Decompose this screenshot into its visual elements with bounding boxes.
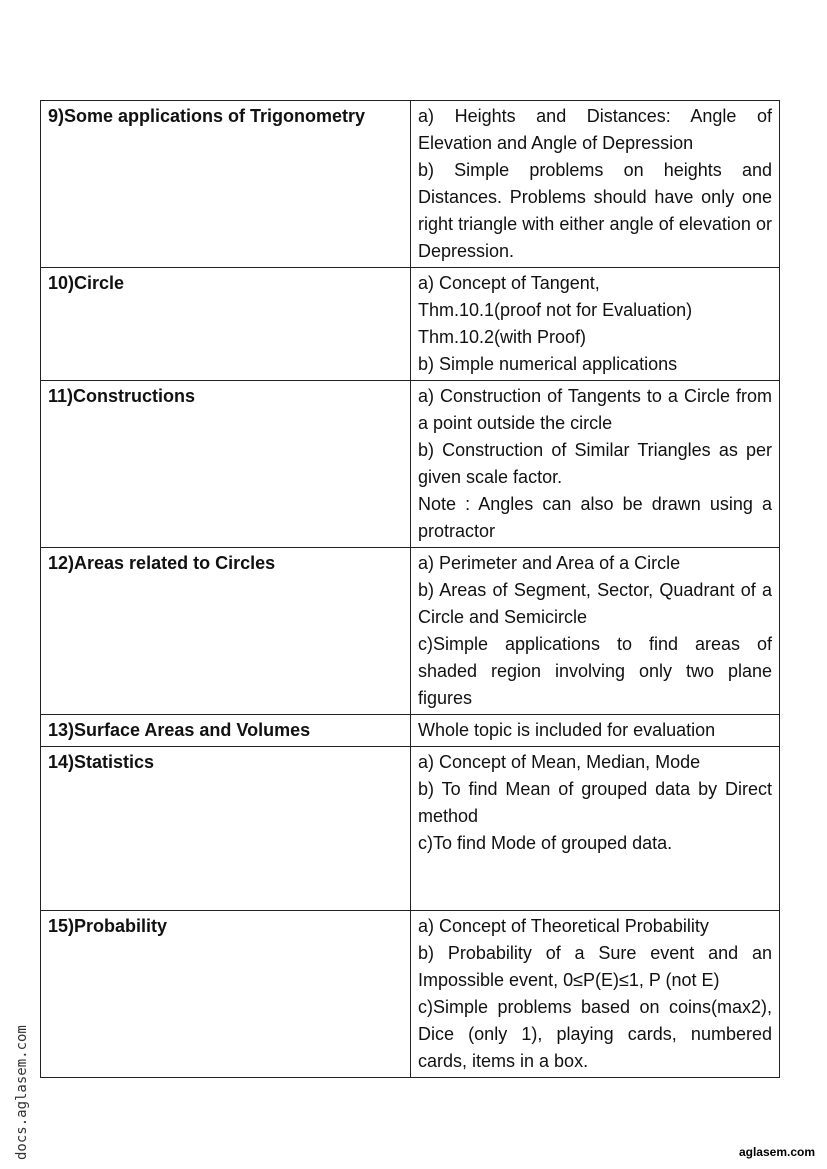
details-cell bbox=[411, 101, 780, 268]
table-row bbox=[41, 747, 780, 911]
topic-cell: 9)Some applications of Trigonometry bbox=[41, 101, 411, 268]
table-row bbox=[41, 715, 780, 747]
details-cell bbox=[411, 911, 780, 1078]
detail-line: b) Construction of Similar Triangles as per given scale factor. bbox=[418, 440, 772, 487]
details-cell bbox=[411, 715, 780, 747]
topic-cell: 11)Constructions bbox=[41, 381, 411, 548]
topic-cell: 14)Statistics bbox=[41, 747, 411, 911]
detail-line: a) Concept of Mean, Median, Mode bbox=[418, 752, 701, 772]
details-cell bbox=[411, 381, 780, 548]
detail-line: c)Simple problems based on coins(max2), Dice (only 1), playing cards, numbered cards, items in a box. bbox=[418, 997, 772, 1071]
footer-brand: aglasem.com bbox=[738, 1145, 815, 1159]
topic-cell: 12)Areas related to Circles bbox=[41, 548, 411, 715]
table-row bbox=[41, 101, 780, 268]
detail-line: a) Concept of Tangent, bbox=[418, 273, 600, 293]
detail-line: Thm.10.1(proof not for Evaluation) bbox=[418, 300, 693, 320]
detail-line: c)Simple applications to find areas of shaded region involving only two plane figures bbox=[418, 634, 772, 708]
table-row bbox=[41, 548, 780, 715]
topic-cell: 15)Probability bbox=[41, 911, 411, 1078]
details-cell bbox=[411, 548, 780, 715]
detail-line: c)To find Mode of grouped data. bbox=[418, 833, 673, 853]
detail-line: a) Concept of Theoretical Probability bbox=[418, 916, 709, 936]
detail-line: a) Heights and Distances: Angle of Elevation and Angle of Depression bbox=[418, 106, 772, 153]
table-row bbox=[41, 268, 780, 381]
topic-cell: 13)Surface Areas and Volumes bbox=[41, 715, 411, 747]
details-cell bbox=[411, 268, 780, 381]
detail-line: b) Areas of Segment, Sector, Quadrant of a Circle and Semicircle bbox=[418, 580, 772, 627]
detail-line: b) Simple numerical applications bbox=[418, 354, 678, 374]
detail-line: Note : Angles can also be drawn using a protractor bbox=[418, 494, 772, 541]
topic-cell: 10)Circle bbox=[41, 268, 411, 381]
detail-line: b) Probability of a Sure event and an Impossible event, 0≤P(E)≤1, P (not E) bbox=[418, 943, 772, 990]
table-row bbox=[41, 381, 780, 548]
syllabus-table bbox=[40, 100, 780, 1078]
detail-line: Whole topic is included for evaluation bbox=[418, 720, 716, 740]
detail-line: b) Simple problems on heights and Distances. Problems should have only one right triangle with either angle of elevation or Depression. bbox=[418, 160, 772, 261]
table-row bbox=[41, 911, 780, 1078]
detail-line: a) Construction of Tangents to a Circle from a point outside the circle bbox=[418, 386, 772, 433]
watermark: docs.aglasem.com bbox=[14, 1025, 30, 1160]
detail-line: Thm.10.2(with Proof) bbox=[418, 327, 587, 347]
detail-line: a) Perimeter and Area of a Circle bbox=[418, 553, 681, 573]
details-cell bbox=[411, 747, 780, 911]
detail-line: b) To find Mean of grouped data by Direct method bbox=[418, 779, 772, 826]
